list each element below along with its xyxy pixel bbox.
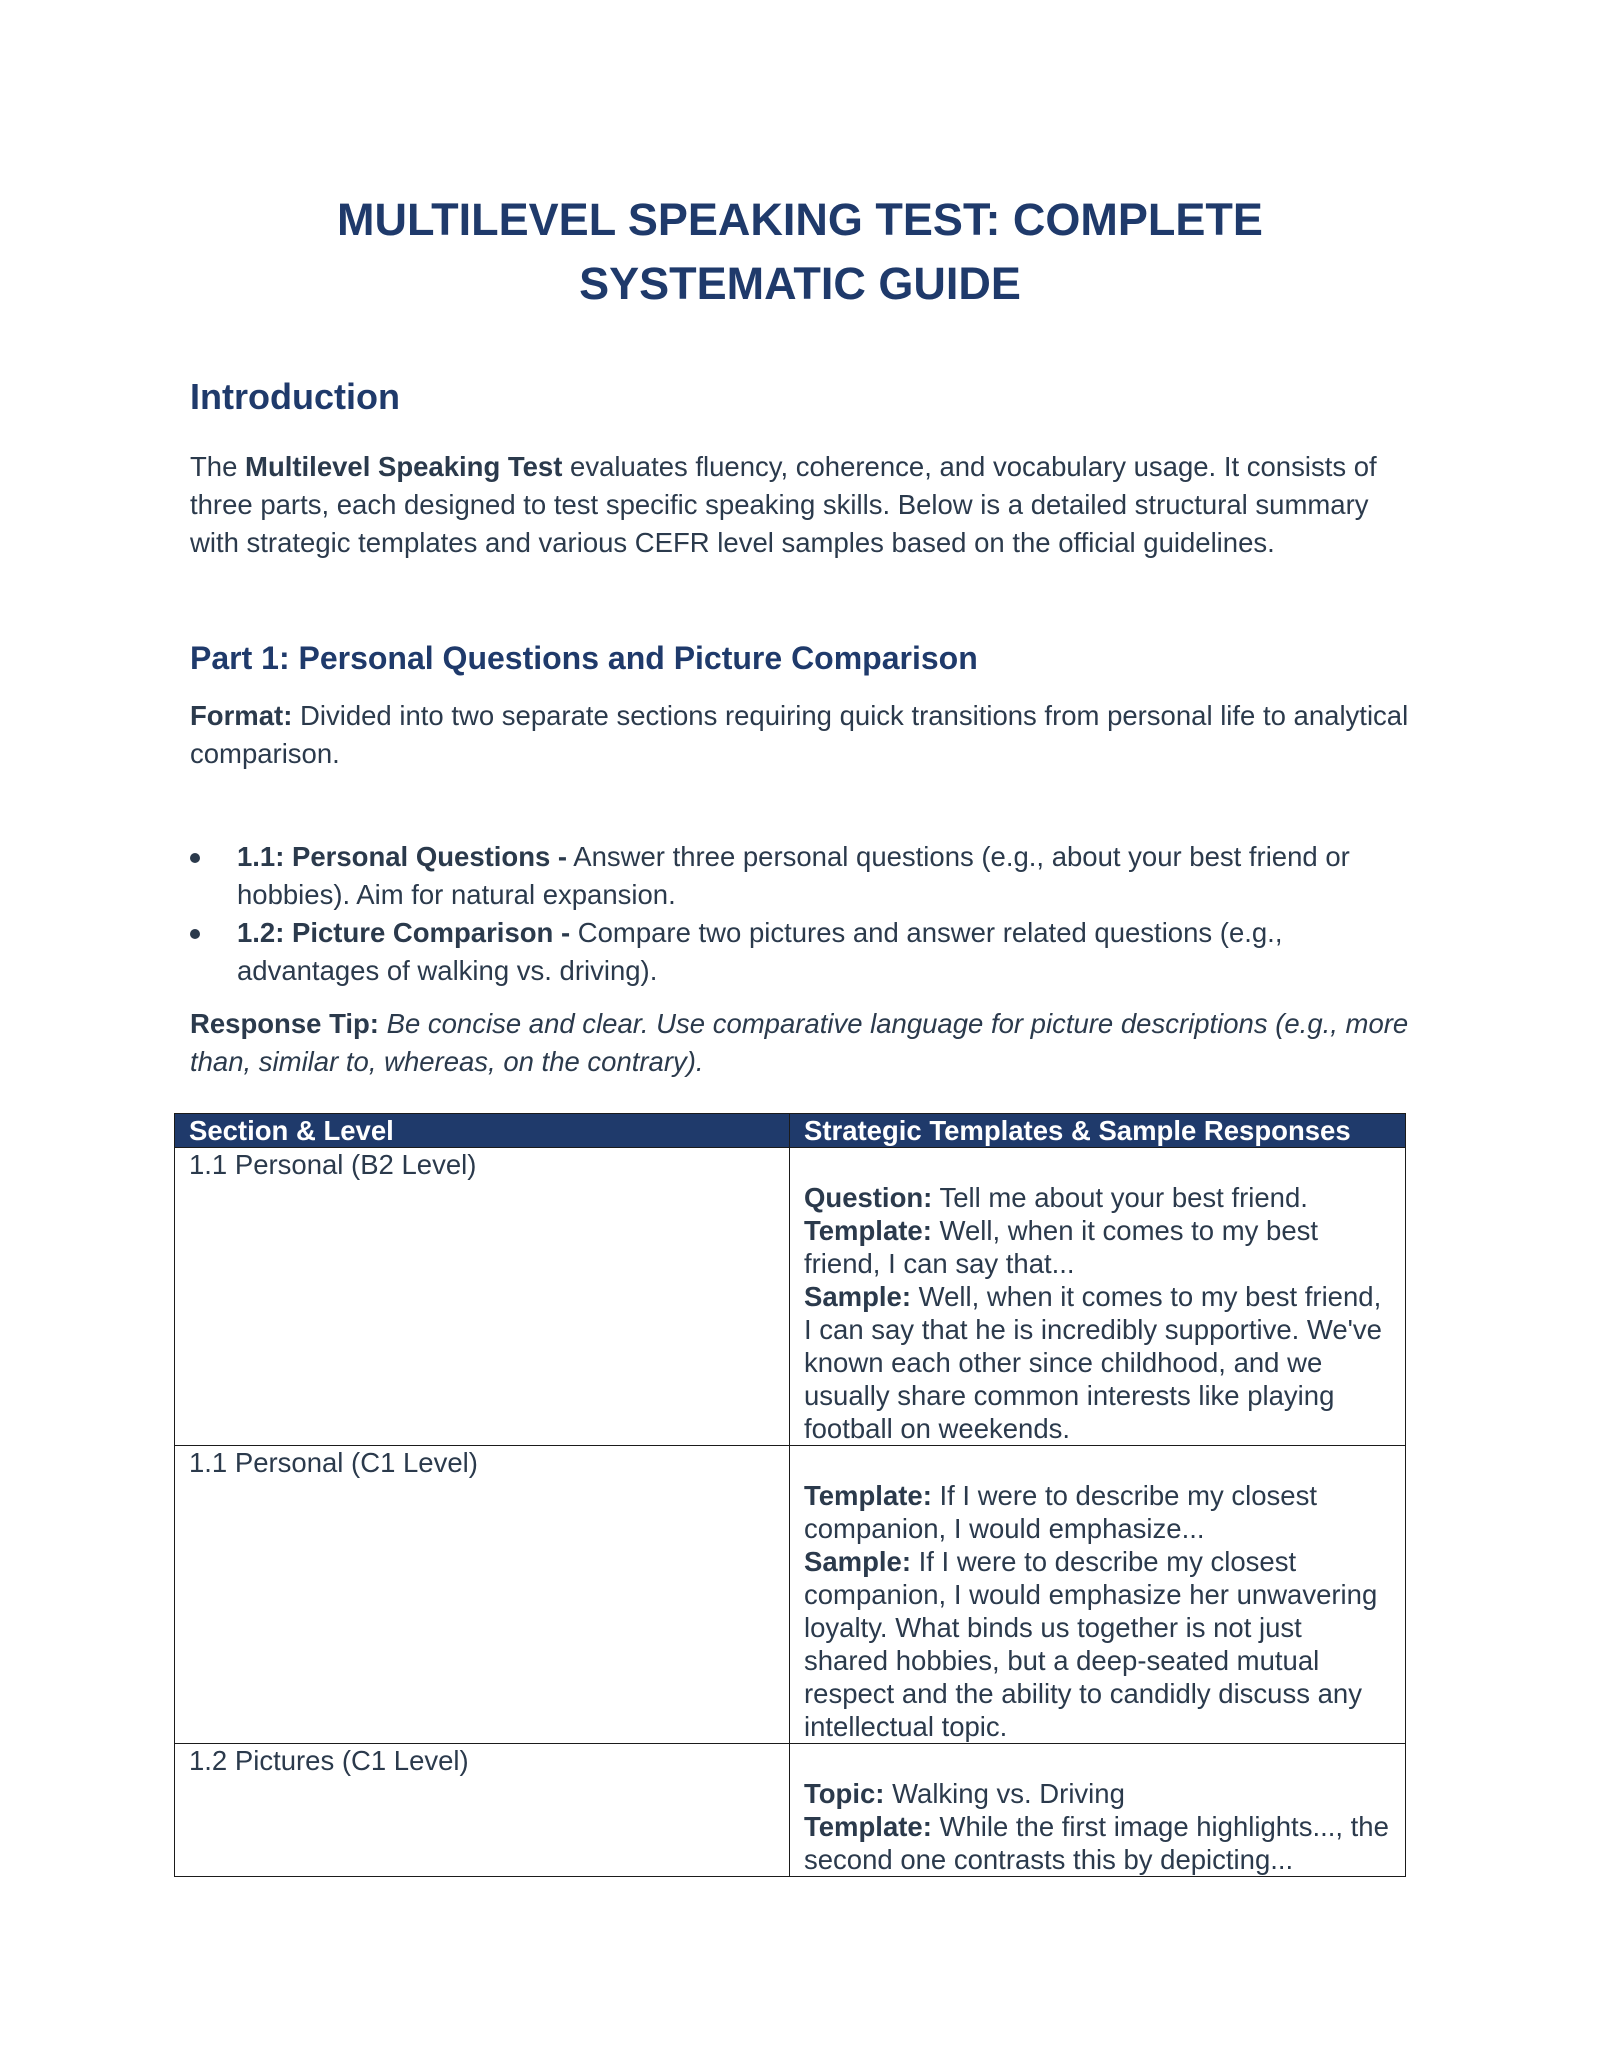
responses-cell bbox=[790, 1744, 1406, 1877]
templates-table bbox=[174, 1113, 1406, 1877]
entry-label: Sample: bbox=[804, 1281, 911, 1312]
header-templates-samples: Strategic Templates & Sample Responses bbox=[790, 1114, 1406, 1148]
entry-text: If I were to describe my closest companion, I would emphasize... bbox=[804, 1480, 1317, 1544]
entry-text: While the first image highlights..., the second one contrasts this by depicting... bbox=[804, 1811, 1389, 1875]
intro-text-pre: The bbox=[190, 451, 246, 482]
table-row bbox=[175, 1148, 1406, 1446]
entry-text: Walking vs. Driving bbox=[884, 1778, 1125, 1809]
response-tip-paragraph bbox=[190, 1005, 1420, 1081]
format-paragraph bbox=[190, 697, 1420, 773]
bullet-text: Answer three personal questions (e.g., about your best friend or hobbies). Aim for natural expansion. bbox=[237, 841, 1350, 910]
bullet-icon bbox=[190, 853, 200, 863]
format-label: Format: bbox=[190, 700, 293, 731]
table-row bbox=[175, 1744, 1406, 1877]
section-cell: 1.1 Personal (C1 Level) bbox=[175, 1446, 790, 1744]
format-text: Divided into two separate sections requiring quick transitions from personal life to analytical comparison. bbox=[190, 700, 1409, 769]
intro-text-bold: Multilevel Speaking Test bbox=[245, 451, 563, 482]
part1-bullet-list bbox=[190, 838, 1420, 990]
entry-text: Well, when it comes to my best friend, I can say that... bbox=[804, 1215, 1319, 1279]
entry-line bbox=[804, 1280, 1391, 1445]
entry-line bbox=[804, 1810, 1391, 1876]
entry-label: Sample: bbox=[804, 1546, 911, 1577]
entry-label: Question: bbox=[804, 1182, 933, 1213]
bullet-text: Compare two pictures and answer related questions (e.g., advantages of walking vs. driving). bbox=[237, 917, 1283, 986]
list-item bbox=[190, 838, 1420, 914]
entry-label: Template: bbox=[804, 1215, 932, 1246]
part1-heading: Part 1: Personal Questions and Picture Comparison bbox=[190, 640, 978, 676]
entry-text: If I were to describe my closest companion, I would emphasize her unwavering loyalty. What binds us together is not just shared hobbies, but a deep-seated mutual respect and the ability to candidly discuss any intellectual topic. bbox=[804, 1546, 1378, 1742]
bullet-bold: 1.1: Personal Questions - bbox=[237, 841, 568, 872]
entry-text: Well, when it comes to my best friend, I can say that he is incredibly supportive. We've known each other since childhood, and we usually share common interests like playing football on weekends. bbox=[804, 1281, 1382, 1444]
table-header-row bbox=[175, 1114, 1406, 1148]
entry-label: Topic: bbox=[804, 1778, 885, 1809]
tip-label: Response Tip: bbox=[190, 1008, 379, 1039]
header-section-level: Section & Level bbox=[175, 1114, 790, 1148]
section-cell: 1.1 Personal (B2 Level) bbox=[175, 1148, 790, 1446]
entry-line bbox=[804, 1479, 1391, 1545]
tip-text: Be concise and clear. Use comparative language for picture descriptions (e.g., more than, similar to, whereas, on the contrary). bbox=[190, 1008, 1409, 1077]
section-cell: 1.2 Pictures (C1 Level) bbox=[175, 1744, 790, 1877]
introduction-paragraph bbox=[190, 448, 1420, 562]
list-item bbox=[190, 914, 1420, 990]
entry-line bbox=[804, 1181, 1391, 1214]
introduction-heading: Introduction bbox=[190, 376, 400, 417]
entry-line bbox=[804, 1545, 1391, 1743]
entry-text: Tell me about your best friend. bbox=[932, 1182, 1308, 1213]
table-row bbox=[175, 1446, 1406, 1744]
entry-label: Template: bbox=[804, 1480, 932, 1511]
responses-cell bbox=[790, 1148, 1406, 1446]
entry-line bbox=[804, 1777, 1391, 1810]
intro-text-post: evaluates fluency, coherence, and vocabulary usage. It consists of three parts, each designed to test specific speaking skills. Below is a detailed structural summary with strategic templates and various CEFR level samples based on the official guidelines. bbox=[190, 451, 1377, 558]
responses-cell bbox=[790, 1446, 1406, 1744]
entry-line bbox=[804, 1214, 1391, 1280]
entry-label: Template: bbox=[804, 1811, 932, 1842]
document-title: MULTILEVEL SPEAKING TEST: COMPLETE SYSTEMATIC GUIDE bbox=[337, 194, 1263, 309]
bullet-icon bbox=[190, 929, 200, 939]
bullet-bold: 1.2: Picture Comparison - bbox=[237, 917, 571, 948]
